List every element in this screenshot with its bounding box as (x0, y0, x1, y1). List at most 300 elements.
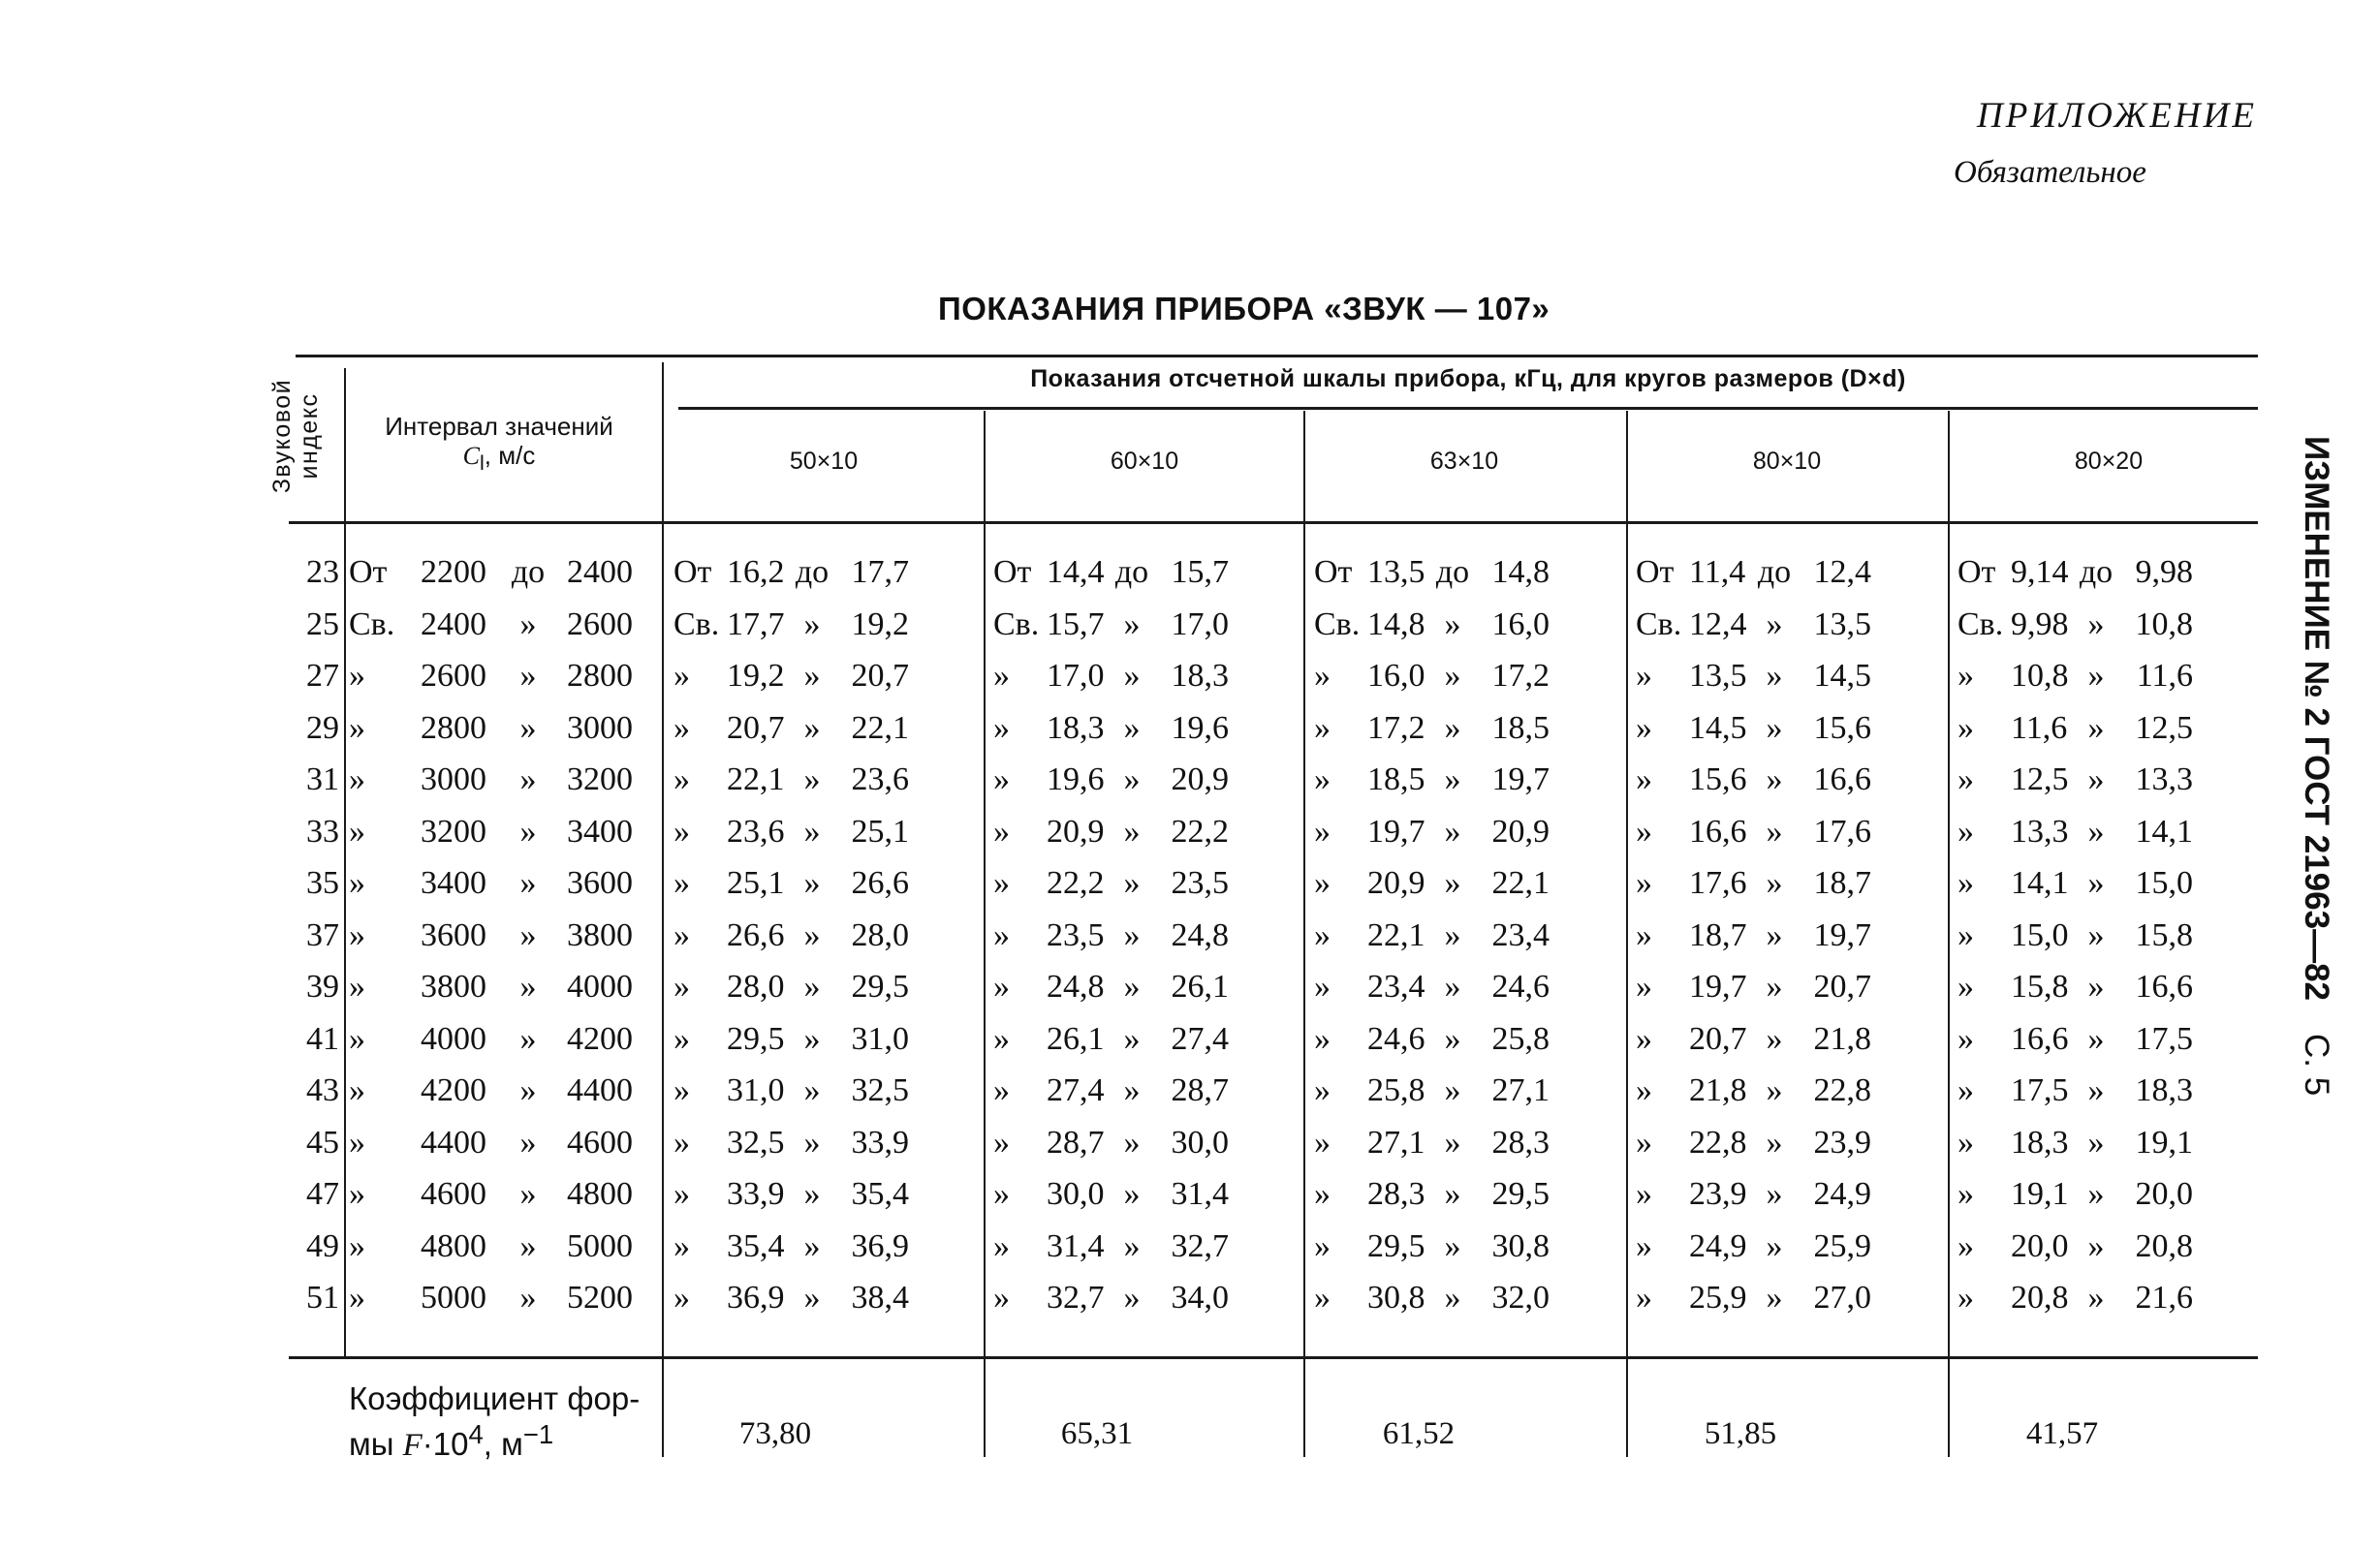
reading-from: 24,9 (1689, 1227, 1747, 1264)
reading-to: 15,8 (2135, 916, 2193, 953)
reading-sep: » (1766, 1227, 1783, 1264)
interval-to: 4000 (567, 969, 633, 1005)
interval-to: 4400 (567, 1072, 633, 1108)
interval-prefix: » (349, 1020, 365, 1057)
reading-pre: » (993, 969, 1010, 1005)
reading-to: 16,0 (1491, 605, 1550, 642)
reading-pre: » (1314, 1072, 1331, 1108)
reading-to: 20,7 (851, 658, 909, 694)
reading-pre: » (1636, 1280, 1652, 1316)
reading-sep: » (1766, 709, 1783, 746)
size-header: 63×10 (1429, 448, 1499, 475)
reading-from: 22,2 (1047, 865, 1105, 901)
reading-sep: » (803, 1280, 821, 1316)
sound-index: 35 (306, 865, 339, 901)
reading-pre: » (1314, 1280, 1331, 1316)
reading-to: 23,9 (1813, 1124, 1871, 1161)
reading-to: 30,8 (1491, 1227, 1550, 1264)
reading-from: 30,0 (1047, 1176, 1105, 1212)
reading-pre: » (673, 709, 690, 746)
reading-from: 24,6 (1367, 1020, 1425, 1057)
reading-from: 36,9 (727, 1280, 785, 1316)
reading-to: 27,1 (1491, 1072, 1550, 1108)
reading-from: 17,6 (1689, 865, 1747, 901)
reading-to: 21,6 (2135, 1280, 2193, 1316)
reading-from: 20,9 (1047, 813, 1105, 850)
reading-from: 26,1 (1047, 1020, 1105, 1057)
sound-index: 27 (306, 658, 339, 694)
reading-pre: Св. (1314, 605, 1361, 642)
reading-sep: » (1444, 1124, 1461, 1161)
reading-sep: » (803, 1124, 821, 1161)
reading-from: 17,7 (727, 605, 785, 642)
reading-pre: » (1636, 1124, 1652, 1161)
coefficient-label-line: Коэффициент фор- (349, 1380, 641, 1416)
reading-pre: » (1314, 916, 1331, 953)
reading-to: 20,0 (2135, 1176, 2193, 1212)
table-row (0, 606, 2380, 658)
reading-to: 15,7 (1171, 554, 1229, 590)
reading-to: 19,2 (851, 605, 909, 642)
coefficient-exponent: 4 (468, 1419, 484, 1449)
interval-prefix: » (349, 761, 365, 797)
reading-to: 26,1 (1171, 969, 1229, 1005)
reading-pre: » (993, 1072, 1010, 1108)
scale-header: Показания отсчетной шкалы прибора, кГц, для кругов размеров (D×d) (1030, 365, 1906, 392)
reading-to: 16,6 (2135, 969, 2193, 1005)
reading-sep: » (1766, 1072, 1783, 1108)
reading-from: 28,3 (1367, 1176, 1425, 1212)
reading-pre: » (673, 658, 690, 694)
reading-from: 25,1 (727, 865, 785, 901)
velocity-subscript: l (479, 450, 485, 476)
reading-pre: » (1957, 916, 1974, 953)
table-row (0, 1280, 2380, 1331)
reading-to: 35,4 (851, 1176, 909, 1212)
interval-prefix: » (349, 813, 365, 850)
reading-sep: » (1123, 709, 1141, 746)
reading-from: 18,3 (2011, 1124, 2069, 1161)
velocity-symbol: C (462, 442, 480, 470)
reading-from: 19,7 (1689, 969, 1747, 1005)
reading-from: 16,2 (727, 554, 785, 590)
table-row (0, 554, 2380, 605)
size-header: 60×10 (1110, 448, 1179, 475)
sound-index: 49 (306, 1227, 339, 1264)
mandatory-label: Обязательное (1954, 155, 2146, 190)
reading-from: 18,3 (1047, 709, 1105, 746)
table-row (0, 1125, 2380, 1176)
interval-from: 3600 (421, 916, 486, 953)
reading-to: 11,6 (2136, 658, 2193, 694)
reading-pre: » (1636, 1176, 1652, 1212)
reading-to: 28,3 (1491, 1124, 1550, 1161)
index-header-line: индекс (296, 392, 323, 480)
reading-to: 23,6 (851, 761, 909, 797)
coefficient-unit: , м (483, 1426, 523, 1462)
reading-to: 17,0 (1171, 605, 1229, 642)
reading-sep: » (803, 658, 821, 694)
reading-to: 20,7 (1813, 969, 1871, 1005)
reading-from: 31,0 (727, 1072, 785, 1108)
interval-separator: » (519, 658, 537, 694)
interval-prefix: » (349, 1280, 365, 1316)
reading-to: 27,0 (1813, 1280, 1871, 1316)
interval-prefix: » (349, 658, 365, 694)
reading-from: 15,0 (2011, 916, 2069, 953)
reading-from: 10,8 (2011, 658, 2069, 694)
reading-to: 31,0 (851, 1020, 909, 1057)
reading-pre: » (673, 813, 690, 850)
reading-to: 25,1 (851, 813, 909, 850)
interval-separator: » (519, 1124, 537, 1161)
reading-sep: » (1766, 1020, 1783, 1057)
table-top-rule (296, 355, 2258, 357)
reading-from: 11,6 (2011, 709, 2068, 746)
interval-prefix: » (349, 1176, 365, 1212)
reading-pre: » (993, 916, 1010, 953)
reading-sep: » (803, 1227, 821, 1264)
reading-from: 23,9 (1689, 1176, 1747, 1212)
reading-to: 20,8 (2135, 1227, 2193, 1264)
interval-to: 3600 (567, 865, 633, 901)
reading-pre: » (1314, 1020, 1331, 1057)
reading-pre: » (1636, 658, 1652, 694)
reading-from: 17,0 (1047, 658, 1105, 694)
reading-sep: » (1444, 658, 1461, 694)
reading-sep: » (1766, 1176, 1783, 1212)
reading-to: 33,9 (851, 1124, 909, 1161)
reading-sep: » (1123, 1072, 1141, 1108)
table-row (0, 658, 2380, 709)
reading-from: 33,9 (727, 1176, 785, 1212)
reading-to: 17,6 (1813, 813, 1871, 850)
reading-to: 14,1 (2135, 813, 2193, 850)
reading-from: 15,7 (1047, 605, 1105, 642)
reading-sep: до (795, 554, 830, 590)
reading-pre: » (1957, 865, 1974, 901)
reading-pre: » (1957, 813, 1974, 850)
reading-to: 29,5 (1491, 1176, 1550, 1212)
interval-from: 2400 (421, 605, 486, 642)
reading-to: 22,8 (1813, 1072, 1871, 1108)
interval-to: 3400 (567, 813, 633, 850)
interval-separator: до (511, 554, 546, 590)
reading-sep: » (1123, 761, 1141, 797)
reading-pre: Св. (1636, 605, 1682, 642)
reading-pre: » (1636, 916, 1652, 953)
reading-pre: » (993, 1124, 1010, 1161)
interval-to: 3000 (567, 709, 633, 746)
reading-pre: » (673, 1176, 690, 1212)
reading-pre: От (1314, 554, 1353, 590)
coefficient-value: 41,57 (2025, 1416, 2099, 1451)
reading-to: 16,6 (1813, 761, 1871, 797)
interval-prefix: От (349, 554, 388, 590)
reading-to: 12,4 (1813, 554, 1871, 590)
reading-sep: » (1444, 761, 1461, 797)
reading-pre: » (673, 865, 690, 901)
reading-pre: » (673, 1227, 690, 1264)
sound-index: 43 (306, 1072, 339, 1108)
reading-pre: » (673, 1020, 690, 1057)
reading-to: 19,1 (2135, 1124, 2193, 1161)
coefficient-value: 73,80 (738, 1416, 812, 1451)
reading-from: 15,6 (1689, 761, 1747, 797)
reading-to: 22,2 (1171, 813, 1229, 850)
reading-from: 26,6 (727, 916, 785, 953)
reading-sep: » (2087, 761, 2105, 797)
reading-to: 18,7 (1813, 865, 1871, 901)
reading-sep: » (1444, 969, 1461, 1005)
interval-from: 2600 (421, 658, 486, 694)
reading-sep: до (1114, 554, 1149, 590)
interval-from: 4400 (421, 1124, 486, 1161)
reading-sep: » (1766, 1124, 1783, 1161)
reading-sep: » (1444, 916, 1461, 953)
reading-sep: » (2087, 605, 2105, 642)
reading-pre: » (1957, 1227, 1974, 1264)
reading-sep: » (2087, 969, 2105, 1005)
reading-pre: » (1957, 709, 1974, 746)
reading-to: 18,5 (1491, 709, 1550, 746)
reading-pre: » (1314, 969, 1331, 1005)
table-row (0, 761, 2380, 813)
reading-to: 23,4 (1491, 916, 1550, 953)
reading-sep: » (1444, 813, 1461, 850)
sound-index: 39 (306, 969, 339, 1005)
reading-to: 14,5 (1813, 658, 1871, 694)
reading-from: 19,6 (1047, 761, 1105, 797)
reading-from: 27,4 (1047, 1072, 1105, 1108)
reading-sep: » (2087, 709, 2105, 746)
reading-from: 20,9 (1367, 865, 1425, 901)
reading-from: 13,5 (1367, 554, 1425, 590)
reading-from: 21,8 (1689, 1072, 1747, 1108)
table-row (0, 710, 2380, 761)
reading-from: 14,5 (1689, 709, 1747, 746)
reading-from: 20,8 (2011, 1280, 2069, 1316)
reading-to: 18,3 (1171, 658, 1229, 694)
interval-from: 3200 (421, 813, 486, 850)
reading-pre: » (673, 1280, 690, 1316)
reading-from: 20,7 (1689, 1020, 1747, 1057)
reading-to: 28,7 (1171, 1072, 1229, 1108)
reading-pre: » (673, 761, 690, 797)
interval-separator: » (519, 813, 537, 850)
sound-index: 41 (306, 1020, 339, 1057)
reading-from: 17,5 (2011, 1072, 2069, 1108)
body-bottom-rule (289, 1356, 2258, 1359)
reading-pre: Св. (1957, 605, 2004, 642)
reading-sep: » (1766, 658, 1783, 694)
reading-pre: » (1957, 1072, 1974, 1108)
sound-index: 33 (306, 813, 339, 850)
interval-separator: » (519, 605, 537, 642)
reading-pre: » (993, 709, 1010, 746)
interval-to: 2400 (567, 554, 633, 590)
reading-from: 16,6 (2011, 1020, 2069, 1057)
reading-pre: » (1636, 813, 1652, 850)
reading-from: 20,7 (727, 709, 785, 746)
table-row (0, 865, 2380, 916)
scale-header-rule (678, 407, 2258, 410)
table-row (0, 1176, 2380, 1227)
reading-sep: » (2087, 1124, 2105, 1161)
reading-to: 20,9 (1171, 761, 1229, 797)
reading-sep: » (1444, 1176, 1461, 1212)
table-row (0, 1072, 2380, 1124)
reading-to: 36,9 (851, 1227, 909, 1264)
reading-sep: » (803, 761, 821, 797)
reading-from: 17,2 (1367, 709, 1425, 746)
interval-from: 4600 (421, 1176, 486, 1212)
reading-from: 22,1 (727, 761, 785, 797)
reading-pre: » (1636, 1227, 1652, 1264)
reading-pre: » (1314, 709, 1331, 746)
reading-pre: Св. (673, 605, 720, 642)
coefficient-value: 65,31 (1060, 1416, 1134, 1451)
reading-to: 9,98 (2135, 554, 2193, 590)
reading-to: 38,4 (851, 1280, 909, 1316)
reading-to: 32,7 (1171, 1227, 1229, 1264)
sound-index: 31 (306, 761, 339, 797)
reading-from: 18,5 (1367, 761, 1425, 797)
appendix-heading: ПРИЛОЖЕНИЕ (1977, 96, 2257, 136)
reading-pre: От (673, 554, 712, 590)
reading-from: 9,98 (2011, 605, 2069, 642)
interval-to: 5000 (567, 1227, 633, 1264)
reading-to: 17,7 (851, 554, 909, 590)
interval-to: 3200 (567, 761, 633, 797)
reading-pre: Св. (993, 605, 1040, 642)
interval-separator: » (519, 1176, 537, 1212)
reading-sep: » (803, 969, 821, 1005)
coefficient-unit-exponent: −1 (522, 1419, 554, 1449)
index-header (268, 368, 323, 504)
reading-to: 31,4 (1171, 1176, 1229, 1212)
sound-index: 23 (306, 554, 339, 590)
reading-to: 18,3 (2135, 1072, 2193, 1108)
interval-separator: » (519, 969, 537, 1005)
reading-to: 29,5 (851, 969, 909, 1005)
reading-sep: » (1123, 865, 1141, 901)
reading-to: 13,5 (1813, 605, 1871, 642)
reading-from: 25,9 (1689, 1280, 1747, 1316)
reading-pre: » (993, 865, 1010, 901)
reading-pre: » (993, 658, 1010, 694)
reading-to: 24,6 (1491, 969, 1550, 1005)
reading-pre: » (1314, 865, 1331, 901)
reading-from: 16,0 (1367, 658, 1425, 694)
reading-sep: » (1444, 605, 1461, 642)
size-header: 80×10 (1752, 448, 1822, 475)
index-header-line: Звуковой (268, 378, 296, 494)
interval-to: 2800 (567, 658, 633, 694)
reading-from: 18,7 (1689, 916, 1747, 953)
reading-sep: до (2079, 554, 2114, 590)
reading-sep: » (2087, 1227, 2105, 1264)
interval-to: 4200 (567, 1020, 633, 1057)
reading-sep: » (2087, 1072, 2105, 1108)
table-row (0, 1021, 2380, 1072)
reading-pre: » (993, 813, 1010, 850)
reading-pre: » (673, 916, 690, 953)
interval-from: 2200 (421, 554, 486, 590)
reading-sep: » (2087, 1280, 2105, 1316)
reading-pre: » (993, 1020, 1010, 1057)
reading-sep: » (2087, 658, 2105, 694)
sound-index: 51 (306, 1280, 339, 1316)
reading-from: 14,1 (2011, 865, 2069, 901)
coefficient-factor: ·10 (422, 1426, 469, 1462)
reading-pre: » (1314, 1176, 1331, 1212)
size-header: 50×10 (789, 448, 859, 475)
reading-to: 10,8 (2135, 605, 2193, 642)
coefficient-label (349, 1380, 640, 1464)
sound-index: 37 (306, 916, 339, 953)
reading-pre: » (1314, 813, 1331, 850)
reading-sep: » (1444, 1280, 1461, 1316)
sound-index: 29 (306, 709, 339, 746)
reading-sep: » (803, 813, 821, 850)
reading-sep: » (1123, 1020, 1141, 1057)
reading-pre: » (1957, 969, 1974, 1005)
reading-sep: » (1444, 1072, 1461, 1108)
table-row (0, 1228, 2380, 1280)
reading-sep: » (803, 1176, 821, 1212)
reading-from: 24,8 (1047, 969, 1105, 1005)
reading-to: 32,5 (851, 1072, 909, 1108)
size-header: 80×20 (2074, 448, 2144, 475)
reading-from: 30,8 (1367, 1280, 1425, 1316)
reading-from: 23,5 (1047, 916, 1105, 953)
reading-to: 25,8 (1491, 1020, 1550, 1057)
reading-pre: От (993, 554, 1032, 590)
reading-sep: » (1123, 969, 1141, 1005)
amendment-title: ИЗМЕНЕНИЕ № 2 ГОСТ 21963—82 (2298, 436, 2335, 1002)
reading-from: 23,4 (1367, 969, 1425, 1005)
reading-pre: » (1636, 709, 1652, 746)
interval-to: 2600 (567, 605, 633, 642)
reading-from: 22,1 (1367, 916, 1425, 953)
interval-separator: » (519, 1227, 537, 1264)
interval-from: 4800 (421, 1227, 486, 1264)
reading-sep: » (1123, 1227, 1141, 1264)
reading-from: 19,7 (1367, 813, 1425, 850)
reading-pre: » (673, 1072, 690, 1108)
reading-sep: » (803, 709, 821, 746)
reading-sep: » (1766, 1280, 1783, 1316)
reading-pre: » (993, 761, 1010, 797)
interval-from: 4000 (421, 1020, 486, 1057)
reading-from: 23,6 (727, 813, 785, 850)
reading-pre: » (1314, 658, 1331, 694)
reading-to: 21,8 (1813, 1020, 1871, 1057)
reading-to: 13,3 (2135, 761, 2193, 797)
reading-pre: » (1314, 1227, 1331, 1264)
interval-to: 3800 (567, 916, 633, 953)
reading-to: 19,7 (1491, 761, 1550, 797)
interval-from: 4200 (421, 1072, 486, 1108)
interval-prefix: » (349, 969, 365, 1005)
interval-from: 3800 (421, 969, 486, 1005)
reading-to: 20,9 (1491, 813, 1550, 850)
reading-pre: » (1636, 1072, 1652, 1108)
reading-sep: » (1123, 605, 1141, 642)
reading-sep: » (1766, 916, 1783, 953)
reading-pre: » (1957, 1020, 1974, 1057)
